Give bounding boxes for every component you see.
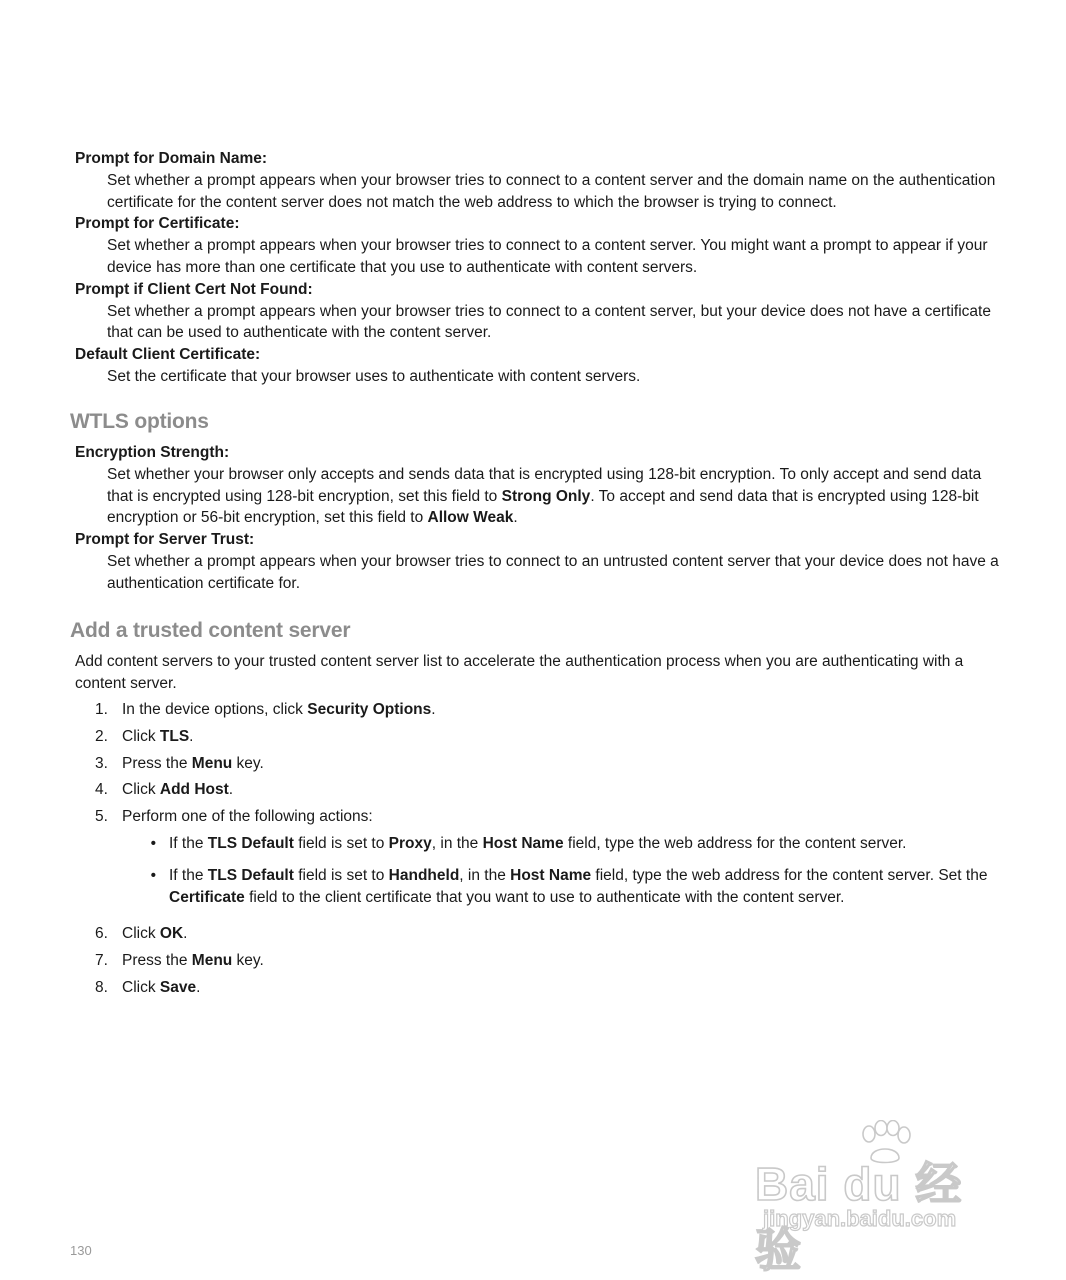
option-term: Prompt for Server Trust: bbox=[75, 531, 255, 549]
option-term: Encryption Strength: bbox=[75, 444, 230, 461]
option-description: Set whether your browser only accepts and sends data that is encrypted using 128-bit encryption. To only accept and send data that is encrypted using 128-bit encryption, set this field to Strong Only. To accept and send data that is encrypted using 128-bit encryption or 56-bit encryption, set this field to Allow Weak. bbox=[107, 465, 982, 527]
watermark-logo-text: Bai du 经验 bbox=[755, 1158, 963, 1276]
step-item: 8. Click Save. bbox=[95, 978, 201, 996]
step-item: 7. Press the Menu key. bbox=[95, 952, 264, 970]
action-options bbox=[122, 833, 1005, 908]
option-term: Prompt for Domain Name: bbox=[75, 150, 268, 167]
baidu-watermark bbox=[755, 1120, 1005, 1276]
step-item: 3. Press the Menu key. bbox=[95, 754, 264, 772]
section-heading-wtls: WTLS options bbox=[70, 410, 209, 433]
step-item: 6. Click OK. bbox=[95, 925, 188, 943]
option-term: Prompt if Client Cert Not Found: bbox=[75, 280, 313, 298]
section-intro: Add content servers to your trusted content server list to accelerate the authentication process when you are authenticating with a content server. bbox=[75, 653, 964, 692]
option-description: Set the certificate that your browser uses to authenticate with content servers. bbox=[107, 367, 641, 385]
step-item: 1. In the device options, click Security Options. bbox=[95, 701, 436, 718]
watermark-url: jingyan.baidu.com bbox=[763, 1206, 957, 1231]
bullet-icon: • bbox=[150, 834, 156, 852]
wtls-options-list bbox=[75, 442, 1005, 595]
bullet-icon: • bbox=[150, 866, 156, 884]
bullet-item: • If the TLS Default field is set to Handheld, in the Host Name field, type the web address for the content server. Set the Certificate field to the client certificate that you want to use to authenticate with the content server. bbox=[122, 865, 1005, 909]
bullet-item: • If the TLS Default field is set to Proxy, in the Host Name field, type the web address for the content server. bbox=[122, 833, 1005, 855]
section-heading-trusted-server: Add a trusted content server bbox=[70, 619, 351, 642]
option-term: Prompt for Certificate: bbox=[75, 215, 240, 233]
option-term: Default Client Certificate: bbox=[75, 346, 261, 364]
step-item: 5. Perform one of the following actions: • If the TLS Default field is set to Proxy, in the Host Name field, type the web address for the content server. • If the TLS Default field is set to Handheld, in the Host Name field, type the web address for the content server. Set the Certificate field to the client certificate that you want to use to authenticate with the content server. bbox=[95, 806, 1005, 918]
procedure-steps bbox=[95, 699, 1005, 1004]
tls-options-list bbox=[75, 148, 1005, 388]
page-number: 130 bbox=[70, 1243, 92, 1258]
step-item: 2. Click TLS. bbox=[95, 727, 194, 745]
option-description: Set whether a prompt appears when your browser tries to connect to a content server, but your device does not have a certificate that can be used to authenticate with the content server. bbox=[107, 302, 991, 342]
step-item: 4. Click Add Host. bbox=[95, 781, 234, 799]
option-description: Set whether a prompt appears when your browser tries to connect to a content server. You might want a prompt to appear if your device has more than one certificate that you use to authenticate with content servers. bbox=[107, 237, 988, 276]
option-description: Set whether a prompt appears when your browser tries to connect to an untrusted content server that your device does not have a authentication certificate for. bbox=[107, 552, 999, 592]
option-description: Set whether a prompt appears when your browser tries to connect to a content server and the domain name on the authentication certificate for the content server does not match the web address to which the browser is trying to connect. bbox=[107, 171, 996, 211]
